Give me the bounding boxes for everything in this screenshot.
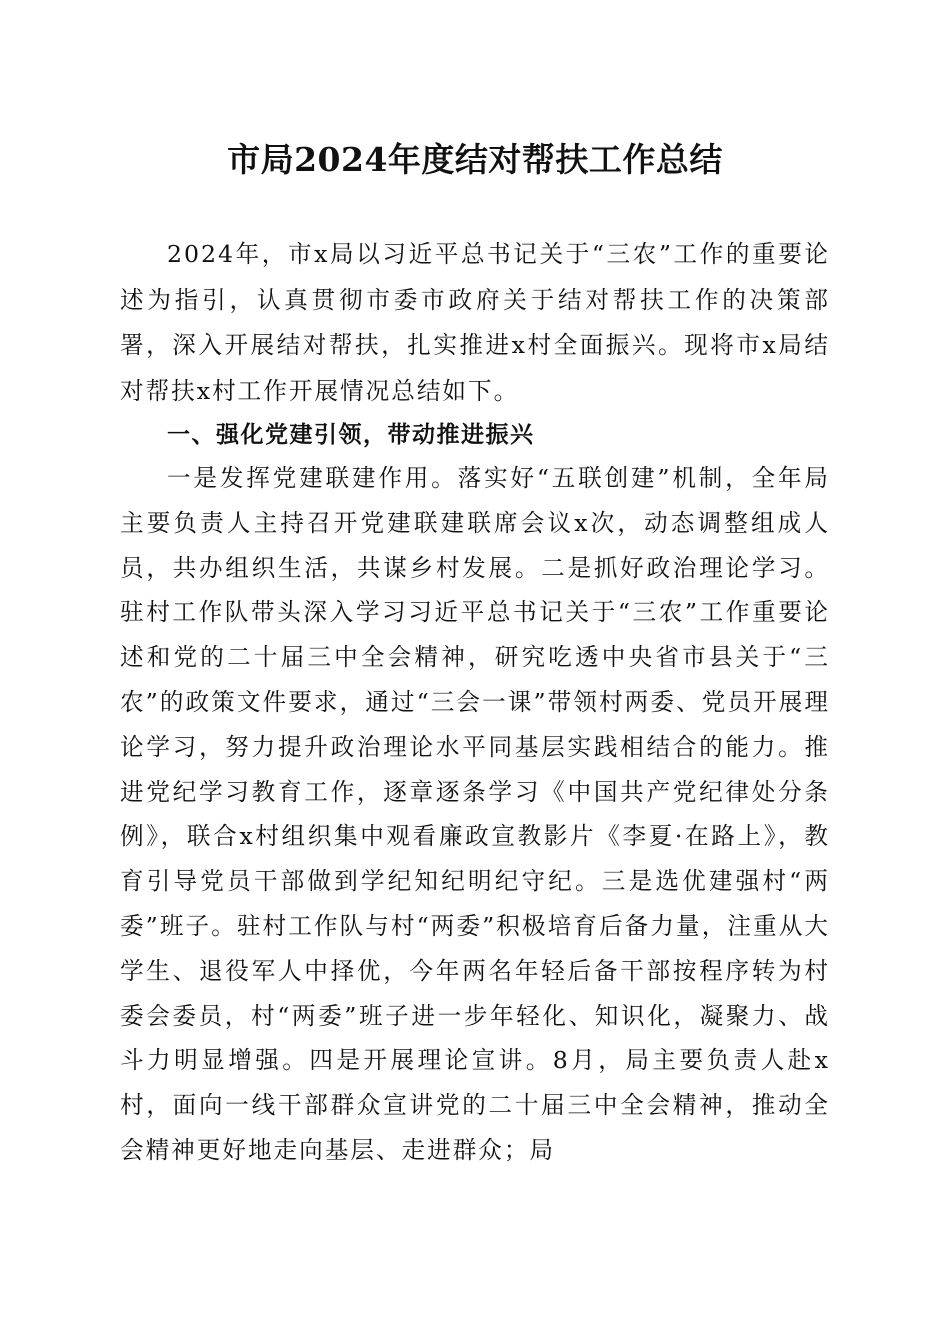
section-1-body-text: 落实好“五联创建”机制，全年局主要负责人主持召开党建联建联席会议x次，动态调整组成人员，共办组织生活，共谋乡村发展。二是抓好政治理论学习。驻村工作队带头深入学习习近平总书记关于“三农”工作重要论述和党的二十届三中全会精神，研究吃透中央省市县关于“三农”的政策文件要求，通过“三会一课”带领村两委、党员开展理论学习，努力提升政治理论水平同基层实践相结合的能力。推进党纪学习教育工作，逐章逐条学习《中国共产党纪律处分条例》，联合x村组织集中观看廉政宣教影片《李夏·在路上》，教育引导党员干部做到学纪知纪明纪守纪。三是选优建强村“两委”班子。驻村工作队与村“两委”积极培育后备力量，注重从大学生、退役军人中择优，今年两名年轻后备干部按程序转为村委会委员，村“两委”班子进一步年轻化、知识化，凝聚力、战斗力明显增强。四是开展理论宣讲。8月，局主要负责人赴x村，面向一线干部群众宣讲党的二十届三中全会精神，推动全会精神更好地走向基层、走进群众；局 — [120, 464, 831, 1164]
document-title: 市局2024年度结对帮扶工作总结 — [227, 140, 723, 179]
section-1-lead-phrase: 一是发挥党建联建作用。 — [167, 464, 458, 492]
intro-paragraph: 2024年，市x局以习近平总书记关于“三农”工作的重要论述为指引，认真贯彻市委市政府关于结对帮扶工作的决策部署，深入开展结对帮扶，扎实推进x村全面振兴。现将市x局结对帮扶x村工作开展情况总结如下。 — [120, 240, 830, 405]
section-1-paragraph — [120, 456, 830, 1173]
section-heading-1: 一、强化党建引领，带动推进振兴 — [167, 422, 535, 448]
